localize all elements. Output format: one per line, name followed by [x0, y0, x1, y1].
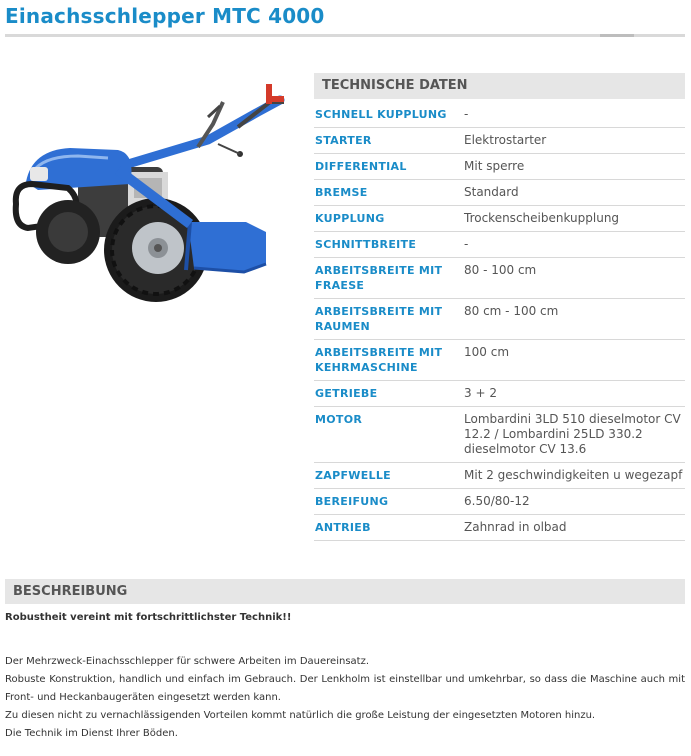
- spec-label: ANTRIEB: [314, 515, 464, 541]
- spec-row: [314, 102, 685, 128]
- spec-value: Standard: [464, 180, 685, 206]
- spec-value: 80 - 100 cm: [464, 258, 685, 299]
- spec-label: STARTER: [314, 128, 464, 154]
- description-lead: Robustheit vereint mit fortschrittlichster Technik!!: [5, 612, 292, 623]
- spec-heading: TECHNISCHE DATEN: [314, 73, 685, 99]
- product-image: [8, 72, 300, 312]
- description-paragraph: Die Technik im Dienst Ihrer Böden.: [5, 728, 178, 739]
- spec-label: GETRIEBE: [314, 381, 464, 407]
- spec-value: 80 cm - 100 cm: [464, 299, 685, 340]
- spec-label: DIFFERENTIAL: [314, 154, 464, 180]
- spec-value: Zahnrad in olbad: [464, 515, 685, 541]
- spec-value: 6.50/80-12: [464, 489, 685, 515]
- page-title: Einachsschlepper MTC 4000: [5, 4, 325, 28]
- spec-label: ZAPFWELLE: [314, 463, 464, 489]
- spec-row: [314, 206, 685, 232]
- spec-label: BEREIFUNG: [314, 489, 464, 515]
- spec-label: ARBEITSBREITE MIT KEHRMASCHINE: [314, 340, 464, 381]
- description-body: [5, 653, 685, 743]
- spec-label: MOTOR: [314, 407, 464, 463]
- spec-value: Lombardini 3LD 510 dieselmotor CV 12.2 / Lombardini 25LD 330.2 dieselmotor CV 13.6: [464, 407, 685, 463]
- description-paragraph: Zu diesen nicht zu vernachlässigenden Vorteilen kommt natürlich die große Leistung der eingesetzten Motoren hinzu.: [5, 710, 596, 721]
- spec-row: [314, 381, 685, 407]
- spec-value: -: [464, 232, 685, 258]
- spec-label: ARBEITSBREITE MIT FRAESE: [314, 258, 464, 299]
- spec-row: [314, 128, 685, 154]
- spec-row: [314, 258, 685, 299]
- description-heading: BESCHREIBUNG: [5, 579, 685, 604]
- spec-row: [314, 463, 685, 489]
- spec-label: ARBEITSBREITE MIT RAUMEN: [314, 299, 464, 340]
- spec-label: KUPPLUNG: [314, 206, 464, 232]
- spec-value: 100 cm: [464, 340, 685, 381]
- spec-row: [314, 515, 685, 541]
- spec-value: Mit sperre: [464, 154, 685, 180]
- spec-row: [314, 340, 685, 381]
- spec-value: Elektrostarter: [464, 128, 685, 154]
- spec-row: [314, 154, 685, 180]
- spec-value: Mit 2 geschwindigkeiten u wegezapf: [464, 463, 685, 489]
- spec-row: [314, 232, 685, 258]
- spec-row: [314, 407, 685, 463]
- title-divider-accent: [600, 34, 634, 37]
- spec-value: 3 + 2: [464, 381, 685, 407]
- spec-row: [314, 299, 685, 340]
- description-paragraph: Der Mehrzweck-Einachsschlepper für schwere Arbeiten im Dauereinsatz.: [5, 656, 370, 667]
- spec-panel: [314, 73, 685, 541]
- description-paragraph: Robuste Konstruktion, handlich und einfach im Gebrauch. Der Lenkholm ist einstellbar und umkehrbar, so dass die Maschine auch mit Front- und Heckanbaugeräten eingesetzt werden kann.: [5, 674, 685, 703]
- spec-label: BREMSE: [314, 180, 464, 206]
- spec-value: -: [464, 102, 685, 128]
- spec-row: [314, 180, 685, 206]
- spec-row: [314, 489, 685, 515]
- title-divider: [5, 34, 685, 37]
- spec-table: [314, 102, 685, 541]
- spec-label: SCHNITTBREITE: [314, 232, 464, 258]
- spec-label: SCHNELL KUPPLUNG: [314, 102, 464, 128]
- spec-value: Trockenscheibenkupplung: [464, 206, 685, 232]
